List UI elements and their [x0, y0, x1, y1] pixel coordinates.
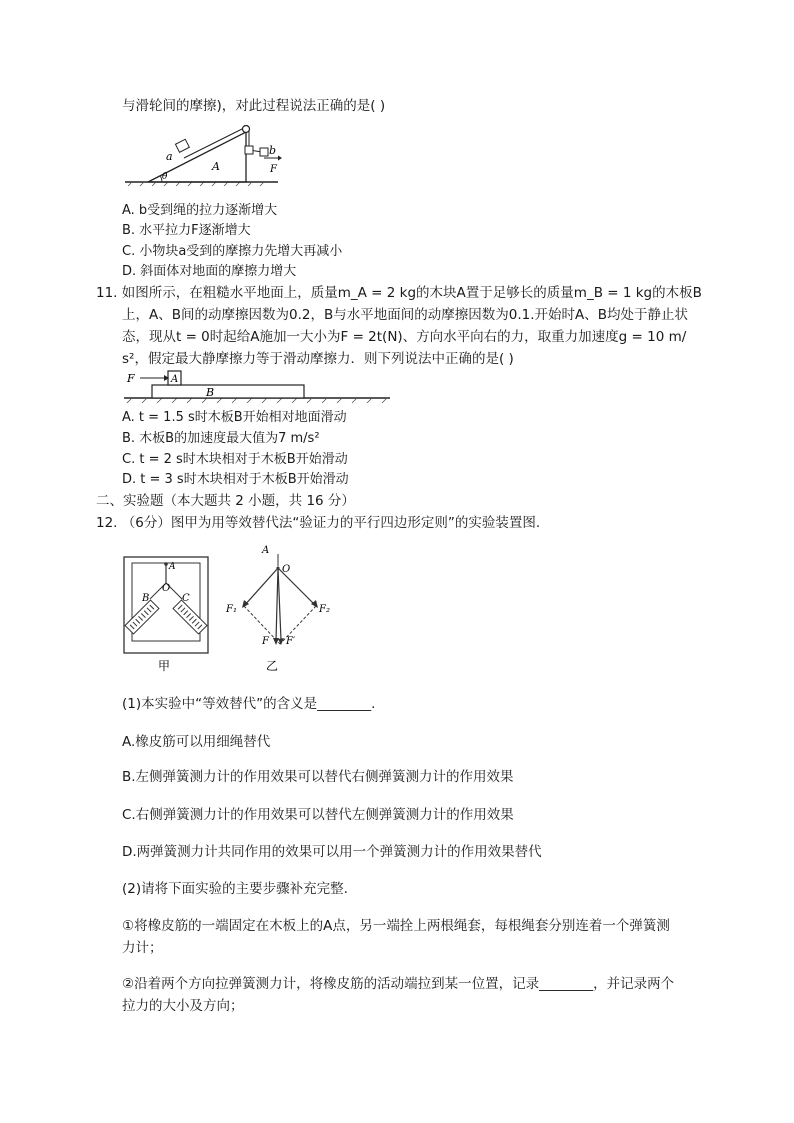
- q12-yi-label-F1: F₁: [226, 604, 237, 615]
- q12-yi-label-O: O: [282, 564, 291, 575]
- q10-label-b: b: [269, 144, 277, 157]
- q11-stem-line-4: s²，假定最大静摩擦力等于滑动摩擦力．则下列说法中正确的是( ): [122, 351, 514, 367]
- q12-yi-label-F2: F₂: [319, 604, 330, 615]
- section-heading: 二、实验题（本大题共 2 小题，共 16 分）: [96, 493, 355, 509]
- q12-jia-label-B: B: [142, 593, 150, 604]
- q11-stem-line-2: 上，A、B间的动摩擦因数为0.2，B与水平地面间的动摩擦因数为0.1.开始时A、B均处于静止状: [122, 307, 688, 323]
- q10-stem-tail: 与滑轮间的摩擦)，对此过程说法正确的是( ): [122, 98, 386, 114]
- q10-incline-figure: [120, 120, 290, 190]
- q11-option-a: A. t = 1.5 s时木板B开始相对地面滑动: [122, 410, 347, 425]
- q12-yi-label-A: A: [262, 545, 270, 556]
- q10-label-A: A: [212, 160, 220, 173]
- q12-part1-option-b: B.左侧弹簧测力计的作用效果可以替代右侧弹簧测力计的作用效果: [122, 769, 514, 785]
- q10-label-theta: θ: [162, 172, 168, 182]
- q12-step1-line-2: 力计；: [122, 940, 163, 956]
- q12-figure-jia: [120, 553, 212, 673]
- q10-option-b: B. 水平拉力F逐渐增大: [122, 223, 251, 238]
- q12-part1-option-a: A.橡皮筋可以用细绳替代: [122, 734, 271, 750]
- q11-label-F: F: [127, 372, 135, 385]
- q12-yi-label-F: F: [262, 636, 269, 647]
- q12-jia-label-A: A: [169, 562, 176, 572]
- q11-option-d: D. t = 3 s时木块相对于木板B开始滑动: [122, 472, 349, 487]
- q12-stem: 12. （6分）图甲为用等效替代法“验证力的平行四边形定则”的实验装置图.: [96, 515, 541, 531]
- q12-jia-label-C: C: [182, 593, 190, 604]
- q12-jia-caption: 甲: [158, 659, 171, 673]
- q11-label-B: B: [206, 386, 215, 399]
- q12-part2-prompt: (2)请将下面实验的主要步骤补充完整.: [122, 881, 348, 897]
- q12-part1-option-c: C.右侧弹簧测力计的作用效果可以替代左侧弹簧测力计的作用效果: [122, 807, 514, 823]
- q12-step2-line-1: ②沿着两个方向拉弹簧测力计，将橡皮筋的活动端拉到某一位置，记录________，并记录两个: [122, 976, 675, 992]
- q12-step2-line-2: 拉力的大小及方向；: [122, 998, 244, 1014]
- q10-option-a: A. b受到绳的拉力逐渐增大: [122, 203, 278, 218]
- q12-part1-prompt: (1)本实验中“等效替代”的含义是________.: [122, 696, 376, 712]
- q10-option-d: D. 斜面体对地面的摩擦力增大: [122, 264, 297, 279]
- q11-option-c: C. t = 2 s时木块相对于木板B开始滑动: [122, 452, 348, 467]
- q12-part1-option-d: D.两弹簧测力计共同作用的效果可以用一个弹簧测力计的作用效果替代: [122, 844, 542, 860]
- q12-figure-yi: [222, 540, 342, 673]
- q12-jia-label-O: O: [162, 583, 171, 594]
- q11-label-A: A: [171, 374, 179, 385]
- q10-label-F: F: [270, 164, 277, 175]
- q11-stem-line-1: 11. 如图所示，在粗糙水平地面上，质量m_A = 2 kg的木块A置于足够长的质量m_B = 1 kg的木板B: [96, 285, 702, 301]
- q10-label-a: a: [166, 150, 173, 163]
- q11-option-b: B. 木板B的加速度最大值为7 m/s²: [122, 431, 320, 446]
- q11-stem-line-3: 态，现从t = 0时起给A施加一大小为F = 2t(N)、方向水平向右的力，取重力加速度g = 10 m/: [122, 329, 687, 345]
- q11-block-board-figure: [122, 369, 392, 405]
- q12-step1-line-1: ①将橡皮筋的一端固定在木板上的A点，另一端拴上两根绳套，每根绳套分别连着一个弹簧测: [122, 918, 670, 934]
- q12-yi-caption: 乙: [266, 659, 279, 673]
- q10-option-c: C. 小物块a受到的摩擦力先增大再减小: [122, 244, 343, 259]
- q12-yi-label-Fprime: F′: [286, 636, 296, 647]
